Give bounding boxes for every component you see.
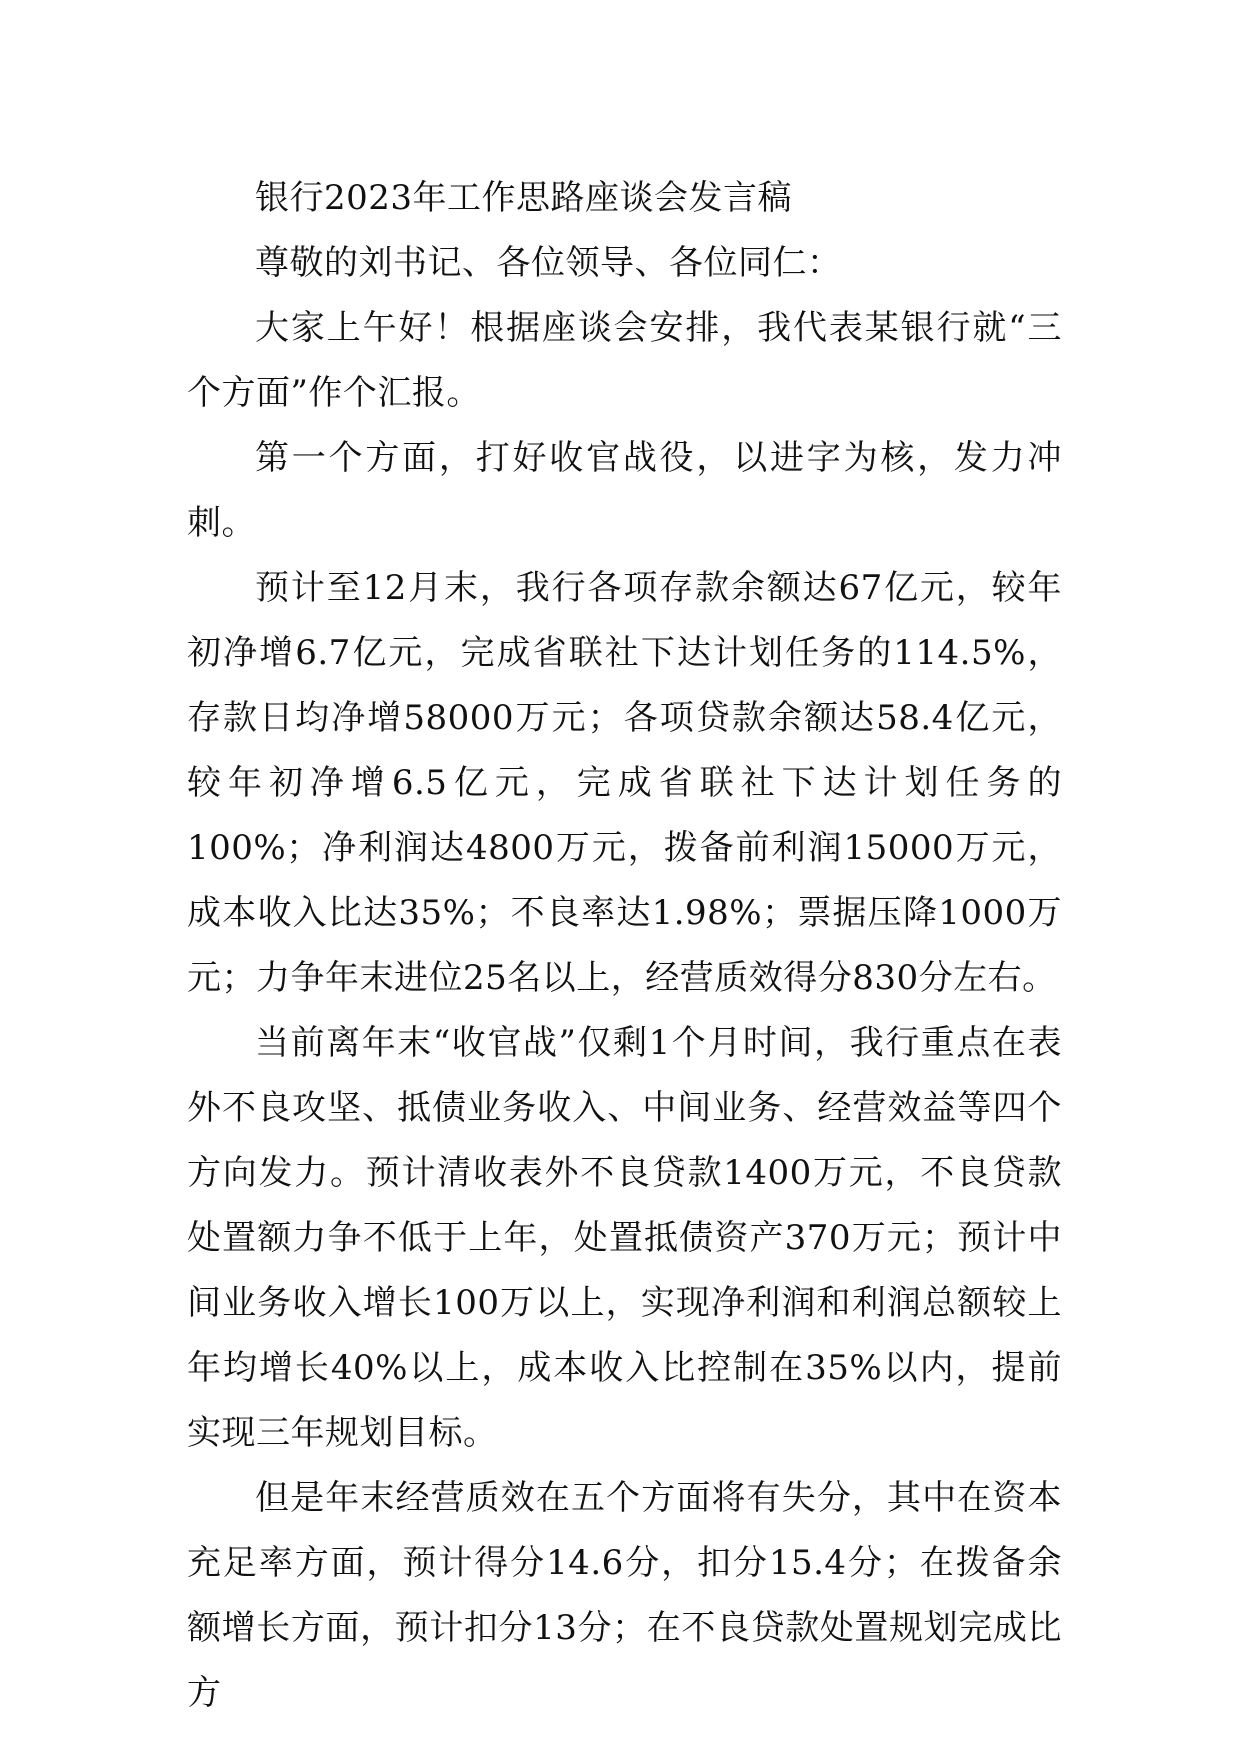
document-body — [187, 166, 1062, 1726]
document-title: 银行2023年工作思路座谈会发言稿 — [255, 178, 793, 218]
paragraph-section-heading: 第一个方面，打好收官战役，以进字为核，发力冲刺。 — [187, 438, 1062, 543]
paragraph-intro: 大家上午好！根据座谈会安排，我代表某银行就“三个方面”作个汇报。 — [187, 308, 1062, 413]
paragraph-forecast: 预计至12月末，我行各项存款余额达67亿元，较年初净增6.7亿元，完成省联社下达计划任务的114.5%，存款日均净增58000万元；各项贷款余额达58.4亿元，较年初净增6.5亿元，完成省联社下达计划任务的100%；净利润达4800万元，拨备前利润15000万元，成本收入比达35%；不良率达1.98%；票据压降1000万元；力争年末进位25名以上，经营质效得分830分左右。 — [187, 568, 1062, 998]
salutation: 尊敬的刘书记、各位领导、各位同仁： — [255, 243, 842, 283]
paragraph-year-end-focus: 当前离年末“收官战”仅剩1个月时间，我行重点在表外不良攻坚、抵债业务收入、中间业务、经营效益等四个方向发力。预计清收表外不良贷款1400万元，不良贷款处置额力争不低于上年，处置抵债资产370万元；预计中间业务收入增长100万以上，实现净利润和利润总额较上年均增长40%以上，成本收入比控制在35%以内，提前实现三年规划目标。 — [187, 1023, 1062, 1453]
paragraph-score-loss: 但是年末经营质效在五个方面将有失分，其中在资本充足率方面，预计得分14.6分，扣分15.4分；在拨备余额增长方面，预计扣分13分；在不良贷款处置规划完成比方 — [187, 1478, 1062, 1713]
